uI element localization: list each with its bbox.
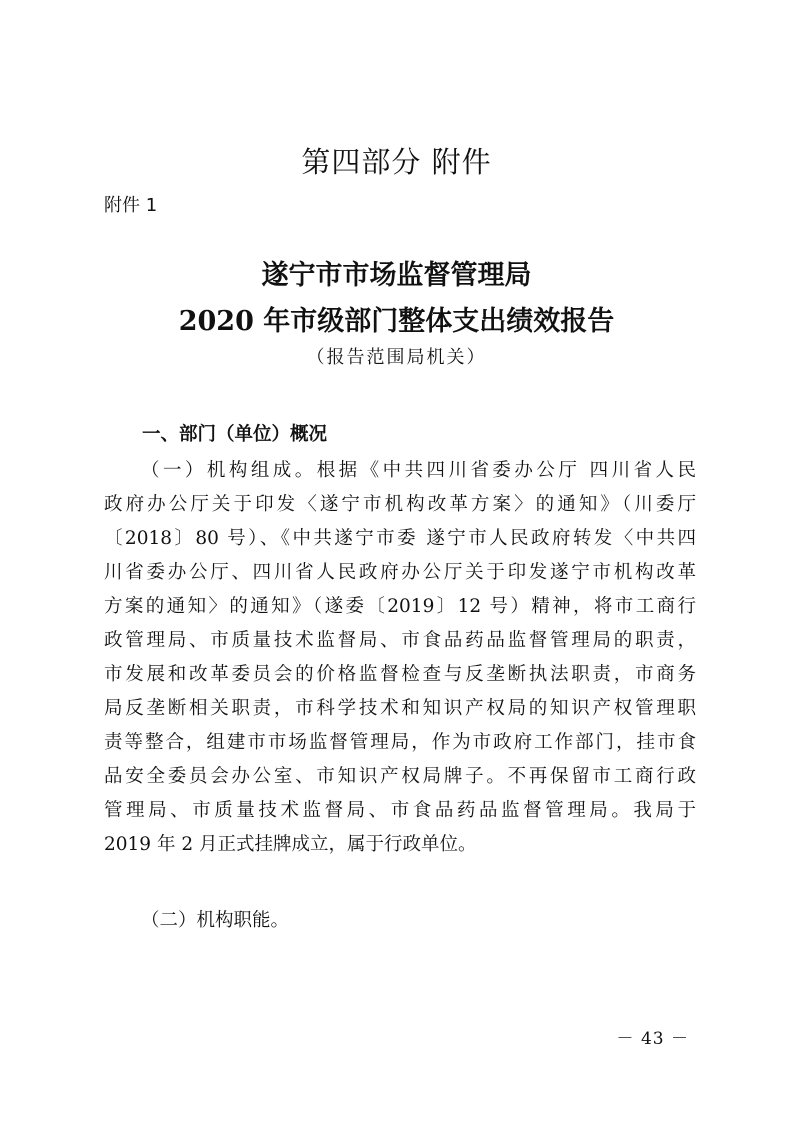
paragraph-line: 方案的通知〉的通知》（遂委〔2019〕12 号）精神，将市工商行 (104, 596, 696, 617)
report-title-line2: 2020 年市级部门整体支出绩效报告 (178, 306, 615, 337)
part-title: 第四部分 附件 (301, 145, 492, 179)
paragraph-body (104, 454, 696, 862)
subheading-functions: （二）机构职能。 (141, 910, 290, 931)
section-heading: 一、部门（单位）概况 (142, 424, 328, 445)
report-title-line1: 遂宁市市场监督管理局 (261, 260, 532, 291)
paragraph-line: 责等整合，组建市市场监督管理局，作为市政府工作部门，挂市食 (104, 732, 696, 753)
paragraph-line: 管理局、市质量技术监督局、市食品药品监督管理局。我局于 (104, 800, 696, 821)
paragraph-line: 市发展和改革委员会的价格监督检查与反垄断执法职责，市商务 (104, 664, 696, 685)
paragraph-line: 政府办公厅关于印发〈遂宁市机构改革方案〉的通知》（川委厅 (104, 494, 696, 515)
paragraph-line: 〔2018〕80 号）、《中共遂宁市委 遂宁市人民政府转发〈中共四 (104, 528, 696, 549)
report-scope: （报告范围局机关） (306, 347, 487, 368)
paragraph-line: 2019 年 2 月正式挂牌成立，属于行政单位。 (104, 834, 477, 855)
paragraph-line: 局反垄断相关职责，市科学技术和知识产权局的知识产权管理职 (104, 698, 696, 719)
paragraph-line: 政管理局、市质量技术监督局、市食品药品监督管理局的职责， (104, 630, 696, 651)
paragraph-line: （一）机构组成。根据《中共四川省委办公厅 四川省人民 (141, 460, 696, 481)
paragraph-line: 品安全委员会办公室、市知识产权局牌子。不再保留市工商行政 (104, 766, 696, 787)
page-number: － 43 － (616, 1029, 689, 1049)
paragraph-line: 川省委办公厅、四川省人民政府办公厅关于印发遂宁市机构改革 (104, 562, 696, 583)
attachment-label: 附件 1 (104, 195, 158, 216)
